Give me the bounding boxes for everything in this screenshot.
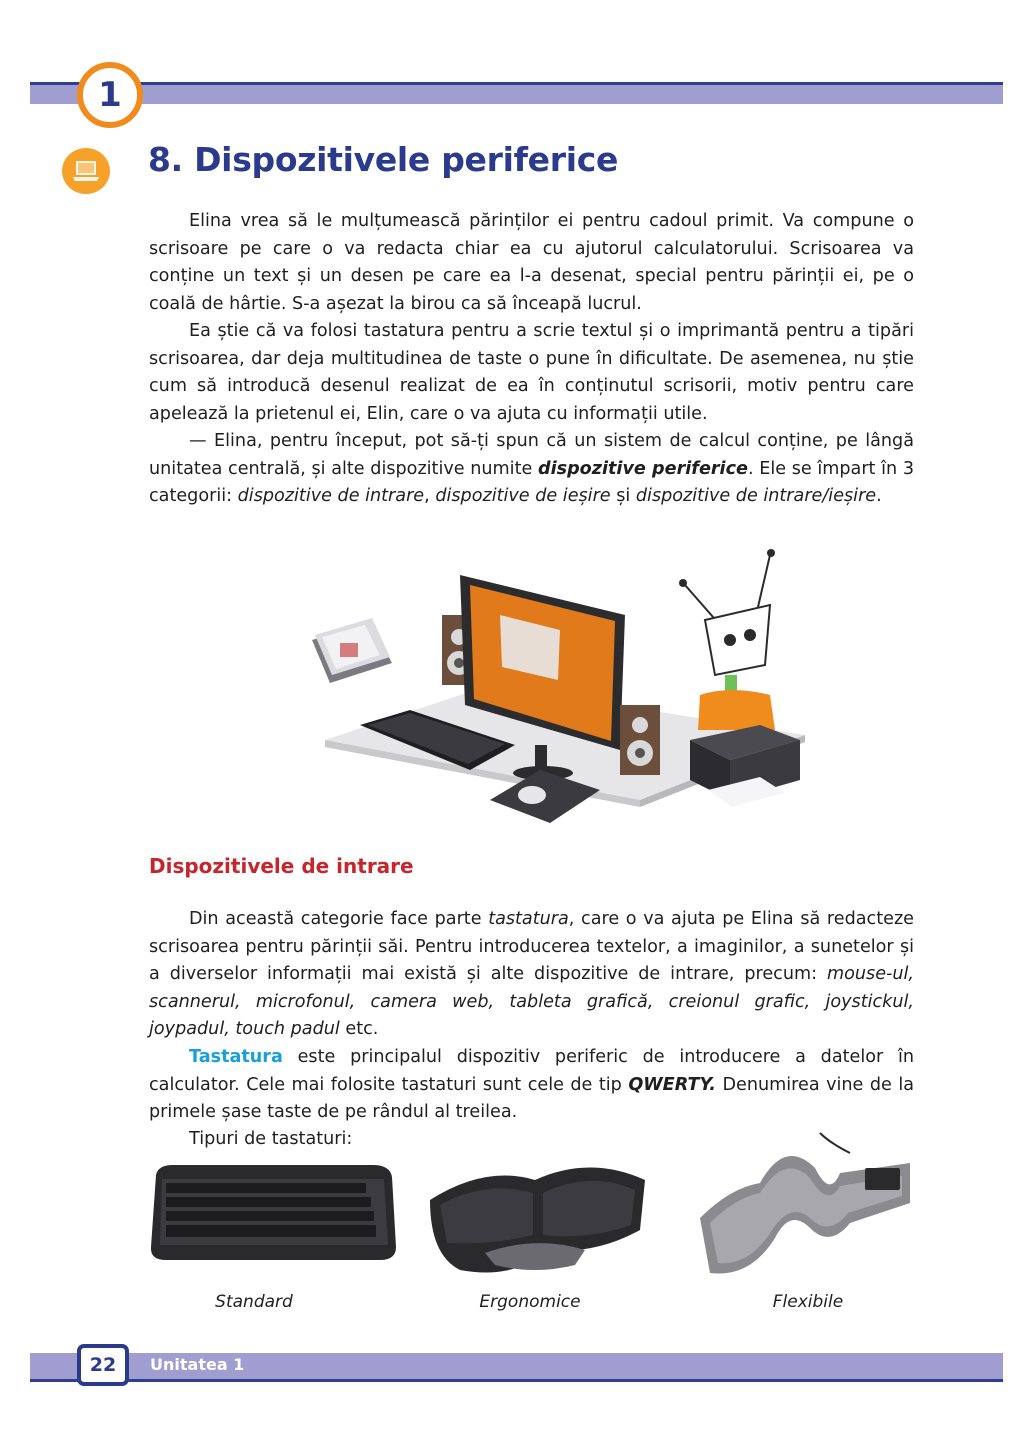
keyboard-caption-flexible: Flexibile <box>772 1292 844 1312</box>
term-keyboard: Tastatura <box>189 1047 283 1067</box>
section-paragraph-1: Din această categorie face parte tastatura, care o va ajuta pe Elina să redacteze scrisoarea pentru părinții săi. Pentru introducerea textelor, a imaginilor, a sunetelor și a diverselor informații mai există și alte dispozitive de intrare, precum: mouse-ul, scannerul, microfonul, camera web, tableta grafică, creionul grafic, joystickul, joypadul, touch padul etc. <box>149 909 914 1039</box>
scanner-icon <box>312 618 392 683</box>
header-band <box>30 82 1003 104</box>
section-paragraph-3: Tipuri de tastaturi: <box>189 1129 353 1149</box>
flexible-keyboard-icon <box>690 1128 915 1283</box>
speaker-icon <box>620 705 660 775</box>
keyboard-caption-ergonomic: Ergonomice <box>479 1292 581 1312</box>
section-paragraph-2: Tastatura este principalul dispozitiv periferic de introducere a datelor în calculator. Cele mai folosite tastaturi sunt cele de tip QWERTY. Denumirea vine de la primele șase taste de pe rândul al treilea. <box>149 1047 914 1122</box>
intro-paragraph-2: Ea știe că va folosi tastatura pentru a scrie textul și o imprimantă pentru a tipări scrisoarea, dar deja multitudinea de taste o pune în dificultate. De asemenea, nu știe cum să introducă desenul realizat de ea în conținutul scrisorii, motiv pentru care apelează la prietenul ei, Elin, care o va ajuta cu informații utile. <box>149 321 914 424</box>
intro-paragraph-3: — Elina, pentru început, pot să-ți spun că un sistem de calcul conține, pe lângă unitatea centrală, și alte dispozitive numite dispozitive periferice. Ele se împart în 3 categorii: dispozitive de intrare, dispozitive de ieșire și dispozitive de intrare/ieșire. <box>149 431 915 506</box>
keyboard-caption-standard: Standard <box>215 1292 293 1312</box>
section-title: Dispozitivele de intrare <box>149 854 414 878</box>
chapter-number-badge <box>77 62 143 128</box>
term-peripheral-devices: dispozitive periferice <box>537 458 748 479</box>
chapter-number: 1 <box>98 75 122 115</box>
term-qwerty: QWERTY. <box>628 1074 716 1095</box>
robot-character-icon <box>679 549 775 730</box>
page-number-box <box>77 1344 129 1386</box>
unit-label: Unitatea 1 <box>150 1355 245 1374</box>
page-title: 8. Dispozitivele periferice <box>148 140 619 179</box>
laptop-icon <box>62 148 110 194</box>
computer-setup-illustration <box>300 545 810 845</box>
intro-paragraph-1: Elina vrea să le mulțumească părinților ei pentru cadoul primit. Va compune o scrisoare pe care o va redacta chiar ea cu ajutorul calculatorului. Scrisoarea va conține un text și un desen pe care ea l-a desenat, special pentru părinții ei, pe o coală de hârtie. S-a așezat la birou ca să înceapă lucrul. <box>149 211 914 314</box>
printer-icon <box>690 725 800 807</box>
standard-keyboard-icon <box>148 1135 398 1270</box>
ergonomic-keyboard-icon <box>425 1135 650 1280</box>
page-number: 22 <box>89 1354 117 1376</box>
